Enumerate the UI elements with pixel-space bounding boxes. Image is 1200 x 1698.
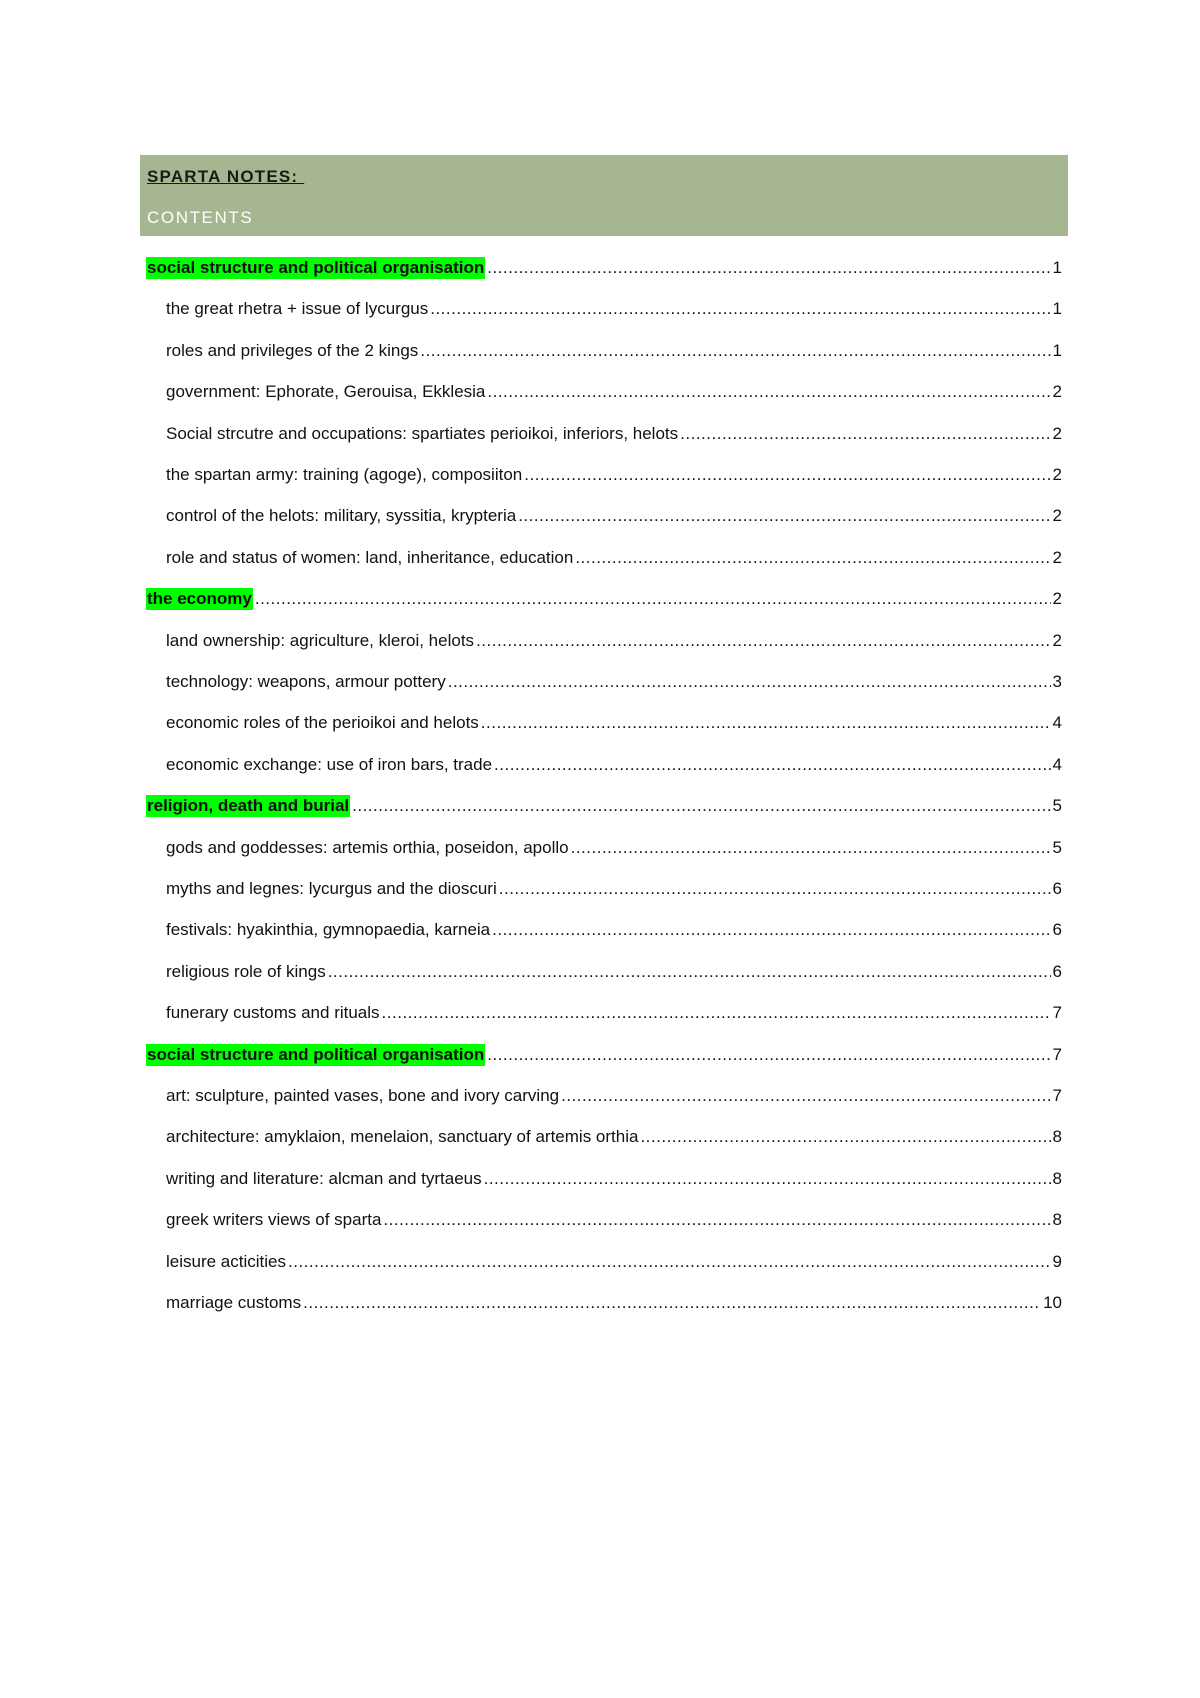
toc-subsection-entry[interactable] [166, 415, 1062, 445]
toc-dot-leader [492, 919, 1050, 941]
toc-page-number: 10 [1043, 1293, 1062, 1312]
toc-subsection-entry[interactable] [166, 539, 1062, 569]
toc-dot-leader [382, 1002, 1051, 1024]
toc-page-number: 3 [1052, 672, 1062, 691]
toc-dot-leader [518, 505, 1050, 527]
toc-entry-label: religion, death and burial [147, 796, 350, 816]
toc-subsection-entry[interactable] [166, 497, 1062, 527]
toc-section-entry[interactable] [146, 787, 1062, 817]
toc-subsection-entry[interactable] [166, 1118, 1062, 1148]
toc-page-number: 7 [1052, 1003, 1062, 1023]
toc-subsection-entry[interactable] [166, 829, 1062, 859]
toc-entry-label: the spartan army: training (agoge), composiiton [166, 465, 523, 484]
toc-entry-label: gods and goddesses: artemis orthia, poseidon, apollo [166, 837, 569, 857]
toc-entry-label: social structure and political organisation [147, 1044, 485, 1064]
toc-section-entry[interactable] [146, 249, 1062, 279]
toc-subsection-entry[interactable] [166, 994, 1062, 1024]
toc-entry-label: the great rhetra + issue of lycurgus [166, 299, 429, 319]
toc-dot-leader [255, 588, 1051, 610]
toc-entry-label: economic roles of the perioikoi and helots [166, 713, 479, 733]
toc-dot-leader [499, 878, 1051, 900]
toc-subsection-entry[interactable] [166, 622, 1062, 652]
toc-dot-leader [303, 1292, 1041, 1314]
toc-page-number: 2 [1052, 589, 1062, 609]
toc-page-number: 6 [1052, 920, 1062, 940]
toc-subsection-entry[interactable] [166, 1284, 1062, 1314]
toc-dot-leader [487, 1044, 1050, 1066]
toc-subsection-entry[interactable] [166, 1243, 1062, 1273]
toc-entry-label: the economy [147, 589, 252, 609]
toc-subsection-entry[interactable] [166, 1160, 1062, 1190]
toc-subsection-entry[interactable] [166, 953, 1062, 983]
toc-dot-leader [476, 630, 1050, 652]
toc-entry-label: Social strcutre and occupations: spartiates perioikoi, inferiors, helots [166, 423, 679, 443]
toc-dot-leader [352, 795, 1050, 817]
toc-entry-label: technology: weapons, armour pottery [166, 672, 446, 691]
toc-page-number: 4 [1052, 754, 1062, 774]
toc-page-number: 2 [1052, 465, 1062, 484]
toc-entry-label: festivals: hyakinthia, gymnopaedia, karneia [166, 920, 491, 940]
toc-page-number: 5 [1052, 837, 1062, 857]
toc-subsection-entry[interactable] [166, 704, 1062, 734]
toc-page-number: 1 [1052, 340, 1062, 360]
toc-entry-label: myths and legnes: lycurgus and the dioscuri [166, 879, 497, 898]
toc-entry-label: funerary customs and rituals [166, 1003, 380, 1023]
toc-dot-leader [484, 1168, 1051, 1190]
toc-page-number: 7 [1052, 1044, 1062, 1064]
toc-subsection-entry[interactable] [166, 332, 1062, 362]
toc-entry-label: social structure and political organisation [147, 258, 485, 277]
toc-section-entry[interactable] [146, 1036, 1062, 1066]
toc-subsection-entry[interactable] [166, 663, 1062, 693]
toc-page-number: 2 [1052, 630, 1062, 650]
toc-page-number: 7 [1052, 1086, 1062, 1105]
toc-dot-leader [575, 547, 1050, 569]
toc-dot-leader [448, 671, 1051, 693]
document-title: SPARTA NOTES: [147, 167, 305, 186]
toc-dot-leader [494, 754, 1051, 776]
toc-entry-label: architecture: amyklaion, menelaion, sanctuary of artemis orthia [166, 1127, 639, 1147]
toc-page-number: 9 [1052, 1251, 1062, 1271]
toc-page-number: 2 [1052, 423, 1062, 443]
toc-entry-label: greek writers views of sparta [166, 1210, 382, 1230]
toc-dot-leader [561, 1085, 1050, 1107]
toc-subsection-entry[interactable] [166, 373, 1062, 403]
toc-entry-label: role and status of women: land, inheritance, education [166, 547, 574, 567]
toc-entry-label: art: sculpture, painted vases, bone and ivory carving [166, 1086, 560, 1105]
toc-entry-label: leisure acticities [166, 1251, 286, 1271]
toc-dot-leader [383, 1209, 1050, 1231]
toc-entry-label: writing and literature: alcman and tyrtaeus [166, 1168, 482, 1188]
toc-page-number: 4 [1052, 713, 1062, 733]
toc-page-number: 2 [1052, 547, 1062, 567]
toc-dot-leader [680, 423, 1050, 445]
toc-dot-leader [487, 381, 1050, 403]
toc-subsection-entry[interactable] [166, 1201, 1062, 1231]
toc-dot-leader [328, 961, 1051, 983]
toc-entry-label: marriage customs [166, 1293, 302, 1312]
toc-dot-leader [571, 837, 1051, 859]
toc-entry-label: economic exchange: use of iron bars, trade [166, 754, 493, 774]
toc-page-number: 5 [1052, 796, 1062, 816]
toc-entry-label: land ownership: agriculture, kleroi, helots [166, 630, 475, 650]
toc-page-number: 8 [1052, 1127, 1062, 1147]
toc-page-number: 8 [1052, 1210, 1062, 1230]
toc-subsection-entry[interactable] [166, 870, 1062, 900]
toc-dot-leader [640, 1126, 1050, 1148]
toc-dot-leader [288, 1251, 1051, 1273]
toc-dot-leader [524, 464, 1050, 486]
toc-subsection-entry[interactable] [166, 746, 1062, 776]
toc-subsection-entry[interactable] [166, 290, 1062, 320]
toc-page-number: 2 [1052, 382, 1062, 402]
toc-dot-leader [430, 298, 1050, 320]
toc-dot-leader [487, 257, 1050, 279]
toc-page-number: 1 [1052, 258, 1062, 277]
toc-page-number: 6 [1052, 879, 1062, 898]
toc-subsection-entry[interactable] [166, 911, 1062, 941]
toc-entry-label: government: Ephorate, Gerouisa, Ekklesia [166, 382, 486, 402]
toc-dot-leader [420, 340, 1050, 362]
toc-entry-label: control of the helots: military, syssitia, krypteria [166, 506, 517, 526]
toc-page-number: 2 [1052, 506, 1062, 526]
toc-entry-label: religious role of kings [166, 961, 326, 981]
toc-entry-label: roles and privileges of the 2 kings [166, 340, 419, 360]
toc-subsection-entry[interactable] [166, 1077, 1062, 1107]
toc-section-entry[interactable] [146, 580, 1062, 610]
contents-heading: CONTENTS [147, 208, 254, 227]
toc-page-number: 8 [1052, 1168, 1062, 1188]
toc-dot-leader [481, 712, 1051, 734]
toc-subsection-entry[interactable] [166, 456, 1062, 486]
toc-page-number: 1 [1052, 299, 1062, 319]
toc-page-number: 6 [1052, 961, 1062, 981]
